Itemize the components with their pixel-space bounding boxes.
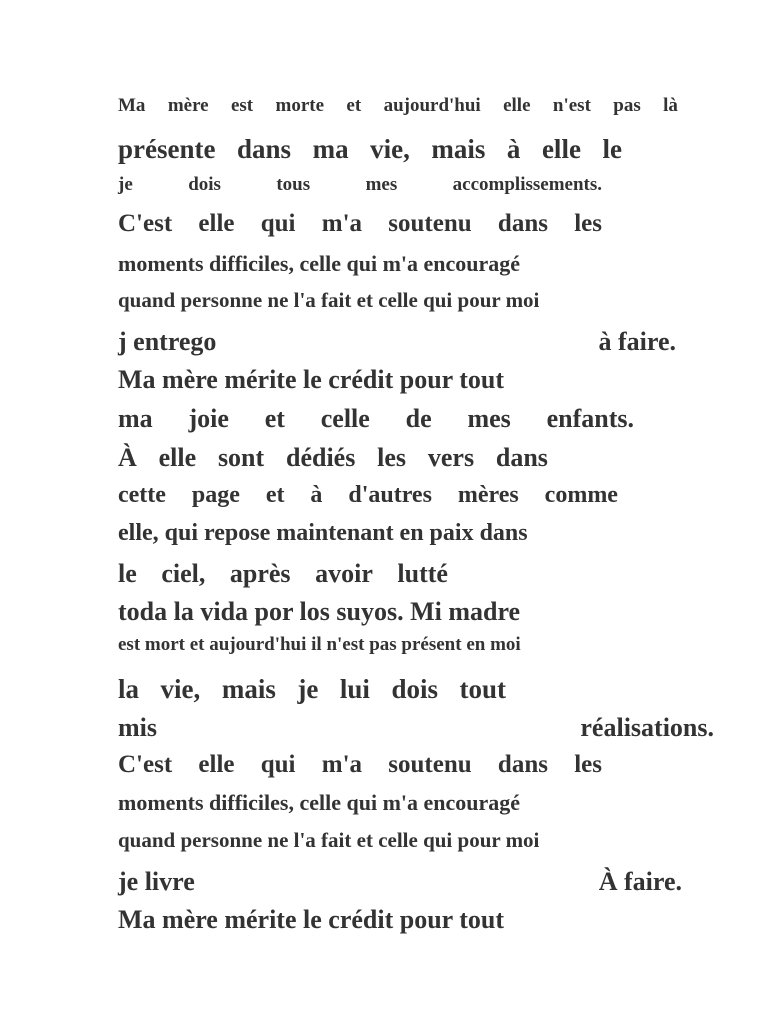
text-word: n'est xyxy=(552,95,591,116)
text-word: ma xyxy=(118,404,153,433)
text-line xyxy=(118,95,678,117)
text-word: tous xyxy=(276,174,311,195)
text-word: morte xyxy=(275,95,325,116)
text-word: toda la vida por los suyos. Mi madre xyxy=(118,597,521,626)
text-line xyxy=(118,751,602,779)
text-word: et xyxy=(264,404,285,433)
text-word: dois xyxy=(391,674,438,704)
text-word: Ma mère mérite le crédit pour tout xyxy=(118,365,505,394)
text-line xyxy=(118,905,584,935)
text-word: soutenu xyxy=(388,751,472,778)
text-word: tout xyxy=(459,674,506,704)
text-word: lutté xyxy=(397,559,448,588)
text-word: et xyxy=(265,482,285,508)
text-word: sont xyxy=(217,443,265,472)
text-word: le xyxy=(118,559,137,588)
text-word: présente xyxy=(118,134,216,164)
text-word: d'autres xyxy=(348,482,432,508)
text-word: C'est xyxy=(118,751,173,778)
text-word: elle xyxy=(198,210,235,237)
text-word: vie, xyxy=(370,134,410,164)
text-word: elle xyxy=(503,95,531,116)
text-line xyxy=(118,251,616,277)
text-word: elle xyxy=(158,443,197,472)
text-word: est xyxy=(230,95,254,116)
text-word: je livre xyxy=(118,867,195,896)
text-word: je xyxy=(297,674,319,704)
text-line xyxy=(118,327,676,357)
text-line xyxy=(118,634,596,656)
text-word: qui xyxy=(260,210,296,237)
text-word: moments difficiles, celle qui m'a encouragé xyxy=(118,251,521,276)
text-word: À faire. xyxy=(598,867,682,896)
text-word: et xyxy=(346,95,362,116)
text-word: les xyxy=(574,210,602,237)
text-word: de xyxy=(405,404,432,433)
text-word: réalisations. xyxy=(580,713,714,742)
text-word: dans xyxy=(497,210,548,237)
text-word: là xyxy=(663,95,678,116)
text-word: vie, xyxy=(160,674,201,704)
text-word: à xyxy=(310,482,323,508)
text-word: je xyxy=(118,174,133,195)
text-word: dois xyxy=(188,174,221,195)
text-word: m'a xyxy=(321,751,363,778)
text-word: dans xyxy=(237,134,292,164)
text-word: elle xyxy=(198,751,235,778)
text-word: à faire. xyxy=(598,327,676,356)
text-word: le xyxy=(602,134,622,164)
text-word: comme xyxy=(544,482,618,508)
text-word: dans xyxy=(495,443,548,472)
text-word: qui xyxy=(260,751,296,778)
text-line xyxy=(118,134,622,165)
text-line xyxy=(118,443,548,473)
text-word: lui xyxy=(339,674,370,704)
text-word: quand personne ne l'a fait et celle qui pour moi xyxy=(118,828,540,852)
text-word: ciel, xyxy=(161,559,206,588)
text-word: dédiés xyxy=(286,443,356,472)
text-word: mais xyxy=(221,674,276,704)
text-line xyxy=(118,365,584,395)
text-word: vers xyxy=(427,443,475,472)
text-word: les xyxy=(574,751,602,778)
text-line xyxy=(118,828,614,853)
text-line xyxy=(118,713,714,743)
text-word: mes xyxy=(365,174,398,195)
text-line xyxy=(118,482,618,509)
text-word: avoir xyxy=(315,559,373,588)
text-word: quand personne ne l'a fait et celle qui pour moi xyxy=(118,288,540,312)
text-word: elle, qui repose maintenant en paix dans xyxy=(118,520,528,546)
text-word: page xyxy=(191,482,240,508)
text-word: les xyxy=(377,443,407,472)
text-word: après xyxy=(229,559,291,588)
text-word: elle xyxy=(541,134,581,164)
text-line xyxy=(118,597,605,627)
text-word: la xyxy=(118,674,140,704)
text-line xyxy=(118,288,614,313)
text-word: C'est xyxy=(118,210,173,237)
text-word: à xyxy=(506,134,521,164)
text-word: moments difficiles, celle qui m'a encouragé xyxy=(118,790,521,815)
text-line xyxy=(118,210,602,238)
text-word: dans xyxy=(497,751,548,778)
text-word: soutenu xyxy=(388,210,472,237)
text-word: celle xyxy=(320,404,370,433)
text-word: mais xyxy=(431,134,486,164)
text-word: j entrego xyxy=(118,327,217,356)
text-word: aujourd'hui xyxy=(383,95,481,116)
text-line xyxy=(118,520,608,547)
text-word: accomplissements. xyxy=(452,174,602,195)
text-word: mère xyxy=(167,95,209,116)
text-line xyxy=(118,174,602,196)
text-line xyxy=(118,404,634,434)
text-word: mis xyxy=(118,713,157,742)
text-word: À xyxy=(118,443,137,472)
text-word: mes xyxy=(467,404,511,433)
text-word: joie xyxy=(188,404,229,433)
text-line xyxy=(118,790,616,816)
text-word: enfants. xyxy=(546,404,634,433)
text-word: m'a xyxy=(321,210,363,237)
text-line xyxy=(118,559,448,589)
text-word: est mort et aujourd'hui il n'est pas présent en moi xyxy=(118,634,521,655)
text-line xyxy=(118,674,506,705)
text-word: cette xyxy=(118,482,166,508)
text-word: pas xyxy=(613,95,641,116)
text-line xyxy=(118,867,682,897)
text-word: Ma mère mérite le crédit pour tout xyxy=(118,905,505,934)
text-word: ma xyxy=(312,134,349,164)
text-word: mères xyxy=(457,482,519,508)
text-word: Ma xyxy=(118,95,146,116)
